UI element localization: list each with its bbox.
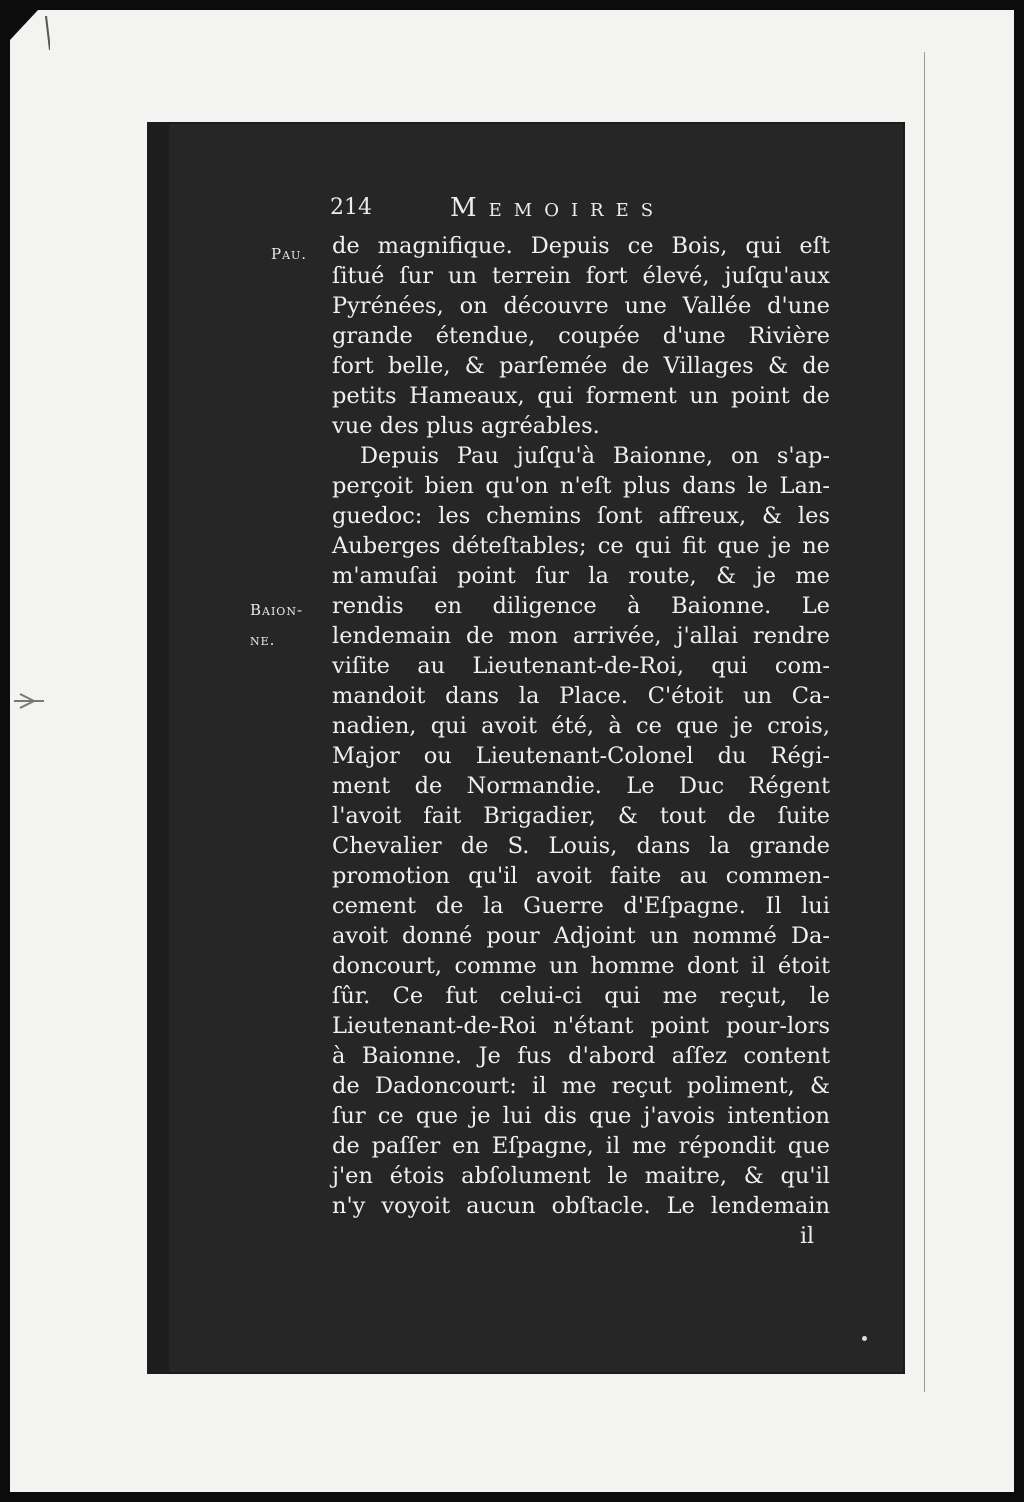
text-line: de Dadoncourt: il me reçut poliment, & — [332, 1073, 830, 1099]
text-line: perçoit bien qu'on n'eſt plus dans le Lan- — [332, 473, 830, 499]
side-tick-mark — [14, 690, 46, 712]
text-line: mandoit dans la Place. C'étoit un Ca- — [332, 683, 830, 709]
text-line: vue des plus agréables. — [332, 413, 600, 439]
film-speck — [862, 1336, 867, 1341]
body-text — [332, 231, 830, 1221]
text-line: cement de la Guerre d'Eſpagne. Il lui — [332, 893, 830, 919]
margin-note-pau: Pau. — [271, 245, 308, 263]
text-line: grande étendue, coupée d'une Rivière — [332, 323, 830, 349]
text-line: Lieutenant-de-Roi n'étant point pour-lors — [332, 1013, 830, 1039]
text-line: doncourt, comme un homme dont il étoit — [332, 953, 830, 979]
running-head — [330, 193, 730, 229]
text-line: Chevalier de S. Louis, dans la grande — [332, 833, 830, 859]
text-line: ment de Normandie. Le Duc Régent — [332, 773, 830, 799]
text-line: viſite au Lieutenant-de-Roi, qui com- — [332, 653, 830, 679]
margin-note-baionne-line2: ne. — [250, 631, 276, 649]
catchword: il — [800, 1224, 815, 1249]
margin-note-baionne-line1: Baion- — [250, 601, 304, 619]
text-line: m'amuſai point ſur la route, & je me — [332, 563, 830, 589]
text-line: fort belle, & parſemée de Villages & de — [332, 353, 830, 379]
text-line: n'y voyoit aucun obſtacle. Le lendemain — [332, 1193, 830, 1219]
sheet-edge-line — [904, 52, 925, 1392]
text-line: ſûr. Ce fut celui-ci qui me reçut, le — [332, 983, 830, 1009]
text-line: petits Hameaux, qui forment un point de — [332, 383, 830, 409]
text-line: j'en étois abſolument le maitre, & qu'il — [332, 1163, 830, 1189]
text-line: Pyrénées, on découvre une Vallée d'une — [332, 293, 830, 319]
page-number: 214 — [330, 195, 372, 220]
running-title: Memoires — [450, 193, 666, 223]
corner-tear-mark — [10, 10, 50, 50]
text-line: avoit donné pour Adjoint un nommé Da- — [332, 923, 830, 949]
text-line: de magnifique. Depuis ce Bois, qui eſt — [332, 233, 830, 259]
text-line: Major ou Lieutenant-Colonel du Régi- — [332, 743, 830, 769]
text-line: de paſſer en Eſpagne, il me répondit que — [332, 1133, 830, 1159]
text-line: l'avoit fait Brigadier, & tout de ſuite — [332, 803, 830, 829]
text-line: Auberges déteſtables; ce qui fit que je ne — [332, 533, 830, 559]
text-line: à Baionne. Je fus d'abord aſſez content — [332, 1043, 830, 1069]
text-line: promotion qu'il avoit faite au commen- — [332, 863, 830, 889]
margin-note-baionne — [250, 596, 330, 656]
text-line: ſur ce que je lui dis que j'avois intention — [332, 1103, 830, 1129]
text-line: guedoc: les chemins ſont affreux, & les — [332, 503, 830, 529]
text-line: Depuis Pau juſqu'à Baionne, on s'ap- — [360, 443, 830, 469]
text-line: rendis en diligence à Baionne. Le — [332, 593, 830, 619]
text-line: ſitué ſur un terrein fort élevé, juſqu'aux — [332, 263, 830, 289]
text-line: lendemain de mon arrivée, j'allai rendre — [332, 623, 830, 649]
page-binding-edge — [147, 122, 169, 1374]
text-line: nadien, qui avoit été, à ce que je crois, — [332, 713, 830, 739]
